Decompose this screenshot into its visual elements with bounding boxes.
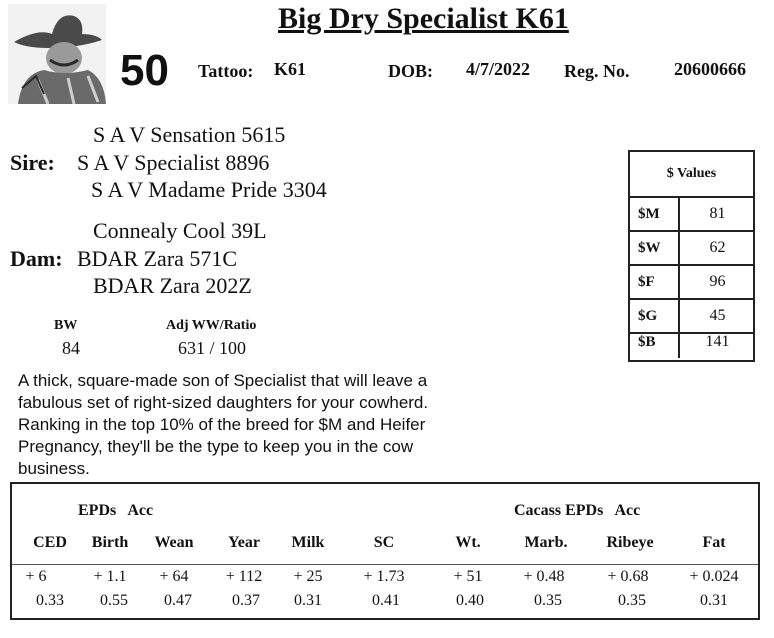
adj-ww-label: Adj WW/Ratio [166,318,257,333]
sire-label: Sire: [10,150,55,175]
epd-value-marb: + 0.48 [523,568,565,585]
acc-value-birth: 0.55 [100,592,128,609]
epd-col-wt: Wt. [455,534,481,551]
epd-col-birth: Birth [91,534,129,551]
dam-dam: BDAR Zara 202Z [93,273,252,298]
lot-number: 50 [120,46,169,95]
dollar-value-key: $M [630,198,680,230]
epd-value-sc: + 1.73 [363,568,405,585]
dollar-values-title: $ Values [630,152,753,198]
sire-sire: S A V Sensation 5615 [93,122,286,147]
acc-value-marb: 0.35 [534,592,562,609]
sire-name: S A V Specialist 8896 [77,150,270,175]
epd-value-wean: + 64 [159,568,189,585]
dob-value: 4/7/2022 [466,59,531,79]
acc-value-fat: 0.31 [700,592,728,609]
page-title: Big Dry Specialist K61 [278,2,569,35]
epd-col-fat: Fat [702,534,726,551]
sire-dam: S A V Madame Pride 3304 [91,177,327,202]
epd-value-wt: + 51 [453,568,483,585]
epd-col-marb: Marb. [524,534,568,551]
epd-col-ribeye: Ribeye [606,534,654,551]
epd-value-ced: + 6 [25,568,47,585]
dollar-value-number: 81 [709,205,726,222]
acc-value-ribeye: 0.35 [618,592,646,609]
epd-col-milk: Milk [291,534,325,551]
dollar-value-key: $W [630,232,680,264]
acc-value-sc: 0.41 [372,592,400,609]
epd-value-milk: + 25 [293,568,323,585]
ranch-logo [8,4,106,104]
dam-name: BDAR Zara 571C [77,246,238,271]
epd-col-ced: CED [33,534,67,551]
epd-value-ribeye: + 0.68 [607,568,649,585]
dam-label: Dam: [10,246,63,271]
dollar-value-row [630,326,753,358]
tattoo-value: K61 [274,59,307,79]
reg-no-value: 20600666 [674,59,746,79]
acc-value-wean: 0.47 [164,592,192,609]
dollar-value-key: $F [630,266,680,298]
epd-col-wean: Wean [154,534,194,551]
adj-ww-value: 631 / 100 [178,338,247,358]
acc-value-wt: 0.40 [456,592,484,609]
bw-value: 84 [62,338,80,358]
dollar-value-number: 96 [709,273,726,290]
epd-value-fat: + 0.024 [689,568,739,585]
dollar-value-key: $G [630,300,680,332]
dollar-value-number: 45 [709,307,726,324]
dam-sire: Connealy Cool 39L [93,218,267,243]
dollar-value-row [630,266,753,300]
dob-label: DOB: [388,61,433,81]
dollar-value-number: 62 [709,239,726,256]
epd-col-year: Year [228,534,260,551]
epd-group-label: EPDs Acc [78,502,154,519]
epd-table [10,482,760,620]
acc-value-year: 0.37 [232,592,260,609]
epd-col-sc: SC [373,534,395,551]
reg-no-label: Reg. No. [564,61,630,81]
bw-label: BW [54,318,78,333]
carcass-group-label: Cacass EPDs Acc [514,502,641,519]
dollar-value-key: $B [630,326,680,358]
description: A thick, square-made son of Specialist that will leave a fabulous set of right-sized daughters for your cowherd. Ranking in the top 10% of the breed for $M and Heifer Pregnancy, they'll be the type to keep you in the cow business. [18,371,429,478]
dollar-value-row [630,198,753,232]
epd-value-year: + 112 [225,568,263,585]
acc-value-ced: 0.33 [36,592,64,609]
acc-value-milk: 0.31 [294,592,322,609]
dollar-value-number: 141 [705,333,730,350]
tattoo-label: Tattoo: [198,61,254,81]
dollar-values-table [628,150,755,362]
epd-header [12,484,758,565]
epd-value-birth: + 1.1 [93,568,127,585]
dollar-value-row [630,232,753,266]
